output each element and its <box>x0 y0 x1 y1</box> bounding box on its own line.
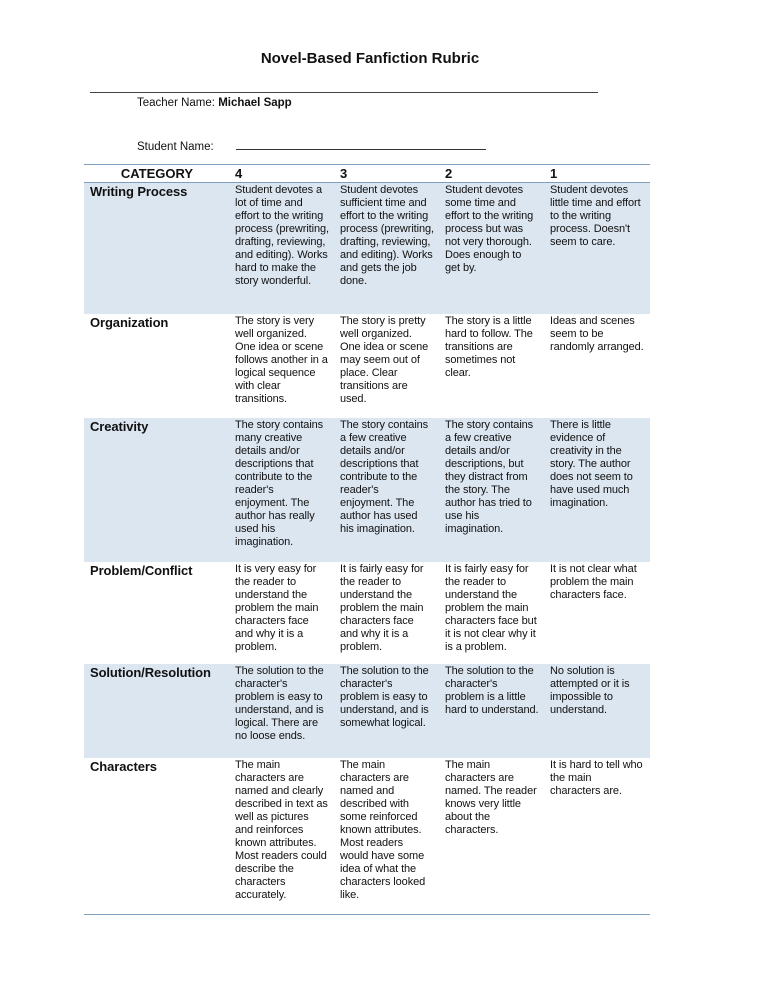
score-1-cell: Student devotes little time and effort to the writing process. Doesn't seem to care. <box>545 183 650 314</box>
score-2-cell: The solution to the character's problem is a little hard to understand. <box>440 664 545 758</box>
header-score-1: 1 <box>545 165 650 183</box>
header-category: CATEGORY <box>84 165 230 183</box>
score-1-cell: Ideas and scenes seem to be randomly arranged. <box>550 314 644 353</box>
score-4-cell: The story is very well organized. One idea or scene follows another in a logical sequence with clear transitions. <box>235 314 328 405</box>
score-2-cell: It is fairly easy for the reader to understand the problem the main characters face but it is not clear why it is a problem. <box>445 562 537 653</box>
score-3-cell: It is fairly easy for the reader to understand the problem the main characters face and why it is a problem. <box>340 562 424 653</box>
score-2-cell: The main characters are named. The reader knows very little about the characters. <box>440 758 545 915</box>
score-3-cell: Student devotes sufficient time and effort to the writing process (prewriting, drafting, reviewing, and editing). Works and gets the job done. <box>335 183 440 314</box>
score-3-cell: The main characters are named and described with some reinforced known attributes. Most readers would have some idea of what the characters looked like. <box>335 758 440 915</box>
score-4-cell: The main characters are named and clearly described in text as well as pictures and reinforces known attributes. Most readers could describe the characters accurately. <box>230 758 335 915</box>
score-2-cell: The story contains a few creative details and/or descriptions, but they distract from the story. The author has tried to use his imagination. <box>440 418 545 562</box>
student-label: Student Name: <box>137 141 214 153</box>
score-3-cell: The story contains a few creative details and/or descriptions that contribute to the reader's enjoyment. The author has used his imagination. <box>335 418 440 562</box>
score-4-cell: Student devotes a lot of time and effort to the writing process (prewriting, drafting, reviewing, and editing). Works hard to make the story wonderful. <box>230 183 335 314</box>
category-cell: Organization <box>90 314 169 330</box>
score-1-cell: It is hard to tell who the main characters are. <box>545 758 650 915</box>
table-row <box>84 562 650 664</box>
student-name-line <box>137 139 486 153</box>
score-3-cell: The solution to the character's problem is easy to understand, and is somewhat logical. <box>335 664 440 758</box>
score-2-cell: Student devotes some time and effort to the writing process but was not very thorough. Does enough to get by. <box>440 183 545 314</box>
page-title: Novel-Based Fanfiction Rubric <box>260 50 480 67</box>
table-row <box>84 664 650 758</box>
table-row <box>84 183 650 314</box>
table-row <box>84 758 650 915</box>
score-3-cell: The story is pretty well organized. One idea or scene may seem out of place. Clear transitions are used. <box>340 314 429 405</box>
header-row <box>84 165 650 183</box>
category-cell: Solution/Resolution <box>84 664 230 758</box>
teacher-name-line <box>137 97 292 109</box>
score-1-cell: It is not clear what problem the main characters face. <box>550 562 637 601</box>
category-cell: Characters <box>84 758 230 915</box>
category-cell: Problem/Conflict <box>90 562 193 578</box>
score-1-cell: There is little evidence of creativity in the story. The author does not seem to have used much imagination. <box>545 418 650 562</box>
score-2-cell: The story is a little hard to follow. The transitions are sometimes not clear. <box>445 314 533 379</box>
header-score-2: 2 <box>440 165 545 183</box>
teacher-label: Teacher Name: <box>137 97 215 109</box>
category-cell: Writing Process <box>84 183 230 314</box>
score-4-cell: The solution to the character's problem is easy to understand, and is logical. There are no loose ends. <box>230 664 335 758</box>
score-4-cell: The story contains many creative details and/or descriptions that contribute to the reader's enjoyment. The author has really used his imagination. <box>230 418 335 562</box>
score-4-cell: It is very easy for the reader to understand the problem the main characters face and why it is a problem. <box>235 562 319 653</box>
header-score-3: 3 <box>335 165 440 183</box>
header-score-4: 4 <box>230 165 335 183</box>
score-1-cell: No solution is attempted or it is impossible to understand. <box>545 664 650 758</box>
teacher-name: Michael Sapp <box>218 97 292 109</box>
title-divider <box>90 92 598 93</box>
category-cell: Creativity <box>84 418 230 562</box>
table-row <box>84 314 650 418</box>
rubric-table <box>84 164 650 915</box>
table-row <box>84 418 650 562</box>
student-name-field[interactable] <box>236 139 486 150</box>
